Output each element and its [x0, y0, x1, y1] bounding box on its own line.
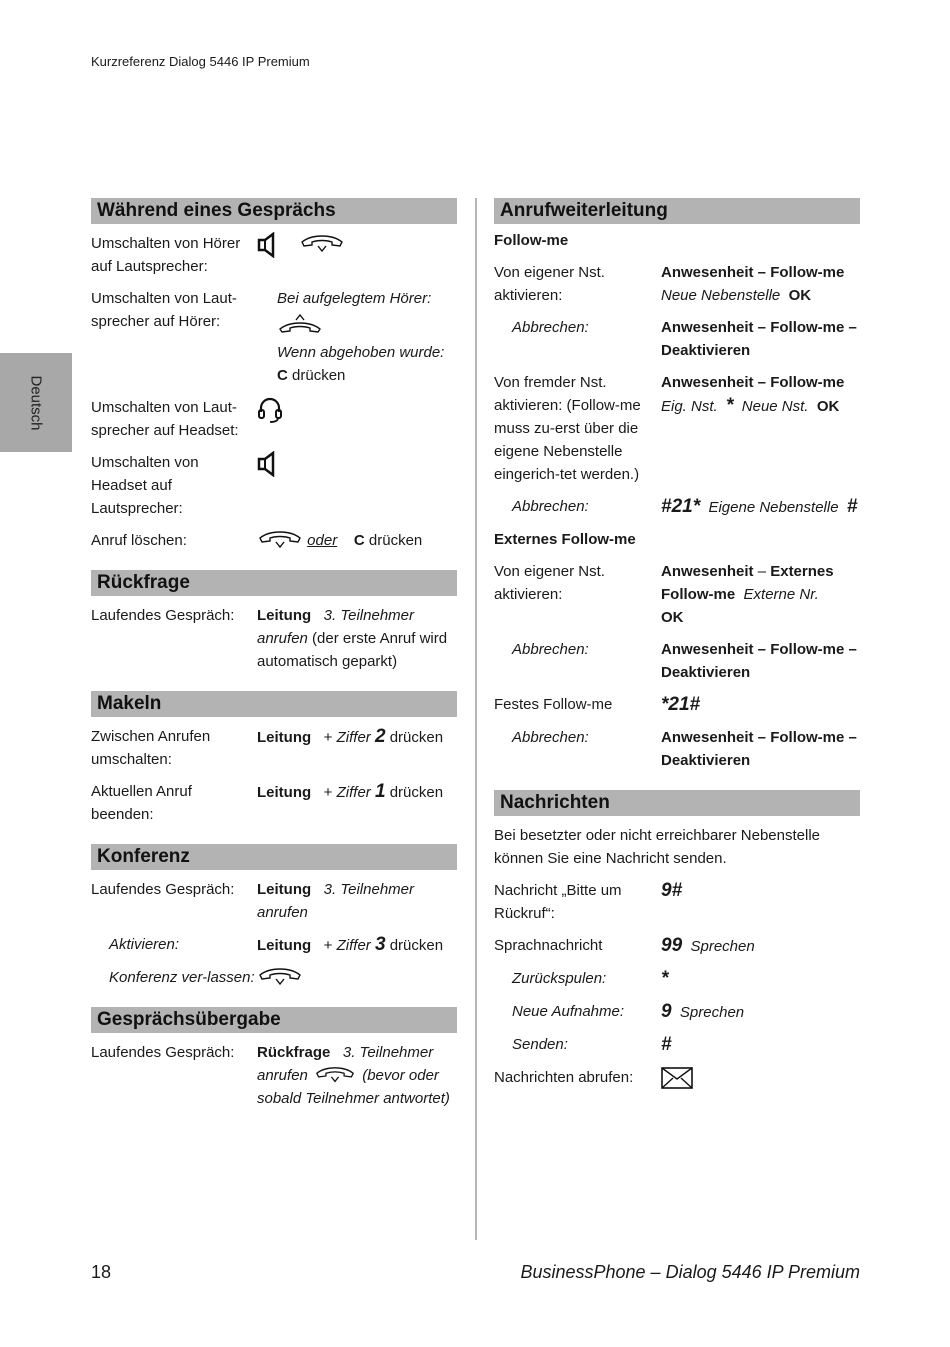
- instruction-row: [494, 261, 860, 307]
- digit: 1: [374, 781, 386, 803]
- speaker-icon: [257, 451, 281, 477]
- row-action: [257, 933, 457, 957]
- instruction-row: [494, 1033, 860, 1057]
- language-tab-label: Deutsch: [27, 374, 45, 431]
- row-label: Laufendes Gespräch:: [91, 881, 235, 899]
- section-rueckfrage: [91, 570, 457, 673]
- language-tab: [0, 353, 72, 452]
- row-action: [661, 495, 860, 519]
- key-code: #21*: [661, 496, 701, 517]
- row-action: [661, 693, 860, 717]
- instruction-row: [494, 638, 860, 684]
- instruction-row: [494, 879, 860, 925]
- instruction-row: [91, 604, 457, 673]
- text: drücken: [389, 937, 444, 955]
- row-label: Von eigener Nst. aktivieren:: [494, 264, 605, 304]
- instruction-row: [494, 1066, 860, 1089]
- key-ok: OK: [788, 287, 812, 304]
- section-uebergabe: [91, 1007, 457, 1110]
- text: –: [757, 563, 767, 580]
- section-title: Konferenz: [91, 844, 457, 870]
- key-code: 99: [661, 935, 683, 956]
- key-code: *21#: [661, 694, 701, 715]
- text: drücken: [389, 784, 444, 802]
- text: 3. Teilnehmer anrufen: [257, 607, 415, 648]
- section-title: Gesprächsübergabe: [91, 1007, 457, 1033]
- key-leitung: Leitung: [257, 937, 312, 955]
- key-ok: OK: [816, 398, 840, 415]
- row-action: [661, 1033, 860, 1057]
- text: +: [323, 784, 333, 802]
- row-action: [661, 1000, 860, 1024]
- key-c: C: [353, 532, 365, 550]
- page-number: 18: [91, 1262, 112, 1282]
- menu-path: Anwesenheit – Follow-me – Deaktivieren: [661, 641, 857, 681]
- hash-key: #: [661, 1034, 672, 1055]
- instruction-row: [494, 934, 860, 958]
- menu-path: Anwesenheit – Follow-me: [661, 264, 845, 281]
- star-key: *: [661, 968, 669, 989]
- row-label: Umschalten von Laut-sprecher auf Hörer:: [91, 290, 237, 330]
- text: Ziffer: [336, 937, 371, 955]
- handset-lift-icon: [277, 311, 323, 333]
- text: Neue Nst.: [741, 398, 809, 415]
- star-key: *: [726, 395, 734, 416]
- note-text: Bei aufgelegtem Hörer:: [277, 290, 432, 307]
- instruction-row: [91, 725, 457, 771]
- row-label: Aktivieren:: [109, 936, 180, 954]
- row-label: Nachricht „Bitte um Rückruf“:: [494, 882, 622, 922]
- key-rueckfrage: Rückfrage: [257, 1044, 331, 1062]
- row-label: Abbrechen:: [512, 319, 589, 336]
- row-action: [257, 725, 457, 771]
- section-title: Während eines Gesprächs: [91, 198, 457, 224]
- row-label: Laufendes Gespräch:: [91, 1044, 235, 1062]
- key-leitung: Leitung: [257, 729, 312, 747]
- row-action: [661, 638, 860, 684]
- instruction-row: [91, 529, 457, 552]
- instruction-row: [494, 560, 860, 629]
- row-action: [661, 1066, 860, 1089]
- section-title: Rückfrage: [91, 570, 457, 596]
- menu-path: Anwesenheit – Follow-me: [661, 374, 845, 391]
- subsection-title: Externes Follow-me: [494, 531, 636, 548]
- row-action: [257, 1041, 457, 1110]
- text: Externe Nr.: [743, 586, 819, 603]
- row-label: Abbrechen:: [512, 498, 589, 515]
- or-text: oder: [307, 532, 338, 550]
- row-label: Von eigener Nst. aktivieren:: [494, 563, 605, 603]
- text: drücken: [368, 532, 423, 550]
- key-ok: OK: [661, 609, 684, 626]
- section-waehrend: [91, 198, 457, 552]
- instruction-row: [91, 878, 457, 924]
- section-konferenz: [91, 844, 457, 989]
- key-c: C: [277, 367, 288, 385]
- row-action: [661, 371, 860, 486]
- running-header: Kurzreferenz Dialog 5446 IP Premium: [91, 54, 310, 69]
- text: Eig. Nst.: [661, 398, 718, 415]
- text: (bevor oder sobald Teilnehmer antwortet): [257, 1067, 450, 1108]
- instruction-row: [494, 371, 860, 486]
- row-action: [257, 396, 457, 442]
- row-action: [661, 967, 860, 991]
- row-action: [257, 451, 457, 520]
- instruction-row: [494, 495, 860, 519]
- row-action: [257, 966, 457, 989]
- subsection-title: Follow-me: [494, 232, 569, 249]
- row-label: Umschalten von Laut-sprecher auf Headset:: [91, 399, 239, 440]
- text: 3. Teilnehmer anrufen: [257, 1044, 434, 1085]
- row-label: Umschalten von Hörer auf Lautsprecher:: [91, 235, 241, 275]
- section-title: Nachrichten: [494, 790, 860, 816]
- instruction-row: [91, 451, 457, 520]
- instruction-row: [91, 966, 457, 989]
- instruction-row: [494, 693, 860, 717]
- row-label: Sprachnachricht: [494, 937, 603, 954]
- row-action: [661, 879, 860, 925]
- footer-product-title: BusinessPhone – Dialog 5446 IP Premium: [520, 1262, 860, 1282]
- left-column: [91, 198, 457, 1128]
- section-title: Anrufweiterleitung: [494, 198, 860, 224]
- key-code: 9: [661, 1001, 672, 1022]
- section-nachrichten: [494, 790, 860, 1089]
- row-action: [257, 529, 457, 552]
- column-divider: [475, 198, 477, 1240]
- instruction-row: [494, 967, 860, 991]
- instruction-row: [494, 726, 860, 772]
- instruction-row: [494, 316, 860, 362]
- row-label: Von fremder Nst. aktivieren: (Follow-me muss zu-erst über die eigene Nebenstelle eingerich-tet werden.): [494, 374, 641, 483]
- text: Eigene Nebenstelle: [708, 499, 839, 516]
- right-column: [494, 198, 860, 1107]
- instruction-row: [91, 933, 457, 957]
- section-title: Makeln: [91, 691, 457, 717]
- menu-path: Anwesenheit: [661, 563, 754, 580]
- text: drücken: [389, 729, 444, 747]
- hash-key: #: [846, 496, 858, 517]
- text: Sprechen: [679, 1004, 745, 1021]
- menu-path: Externes Follow-me: [661, 563, 834, 603]
- digit: 3: [374, 934, 386, 956]
- handset-onhook-icon: [299, 234, 345, 256]
- key-leitung: Leitung: [257, 784, 312, 802]
- row-label: Abbrechen:: [512, 729, 589, 746]
- text: +: [323, 937, 333, 955]
- row-label: Festes Follow-me: [494, 696, 613, 713]
- row-label: Aktuellen Anruf beenden:: [91, 783, 192, 824]
- row-label: Anruf löschen:: [91, 532, 187, 550]
- key-leitung: Leitung: [257, 881, 312, 899]
- row-action: [661, 560, 860, 629]
- text: Sprechen: [690, 938, 755, 955]
- text: (der erste Anruf wird automatisch geparkt): [257, 630, 448, 671]
- row-action: [661, 934, 860, 958]
- row-label: Nachrichten abrufen:: [494, 1069, 634, 1086]
- text: Neue Nebenstelle: [661, 287, 781, 304]
- section-anrufweiterleitung: [494, 198, 860, 772]
- row-label: Umschalten von Headset auf Lautsprecher:: [91, 454, 199, 518]
- envelope-icon: [661, 1067, 693, 1089]
- key-leitung: Leitung: [257, 607, 312, 625]
- handset-onhook-icon: [257, 530, 303, 552]
- handset-onhook-icon: [312, 1066, 358, 1086]
- row-action: [257, 878, 457, 924]
- text: +: [323, 729, 333, 747]
- speaker-icon: [257, 232, 281, 258]
- key-code: 9#: [661, 880, 683, 901]
- row-action: [257, 780, 457, 826]
- row-action: [257, 232, 457, 278]
- row-label: Zurückspulen:: [512, 970, 607, 987]
- digit: 2: [374, 726, 386, 748]
- instruction-row: [91, 1041, 457, 1110]
- intro-text: Bei besetzter oder nicht erreichbarer Nebenstelle können Sie eine Nachricht senden.: [494, 827, 821, 867]
- text: 3. Teilnehmer anrufen: [257, 881, 415, 922]
- row-action: [661, 261, 860, 307]
- row-label: Zwischen Anrufen umschalten:: [91, 728, 211, 769]
- row-action: [661, 726, 860, 772]
- instruction-row: [91, 232, 457, 278]
- menu-path: Anwesenheit – Follow-me – Deaktivieren: [661, 729, 857, 769]
- menu-path: Anwesenheit – Follow-me – Deaktivieren: [661, 319, 857, 359]
- row-label: Abbrechen:: [512, 641, 589, 658]
- row-action: [661, 316, 860, 362]
- instruction-row: [91, 780, 457, 826]
- row-label: Laufendes Gespräch:: [91, 607, 235, 625]
- text: Ziffer: [336, 729, 371, 747]
- row-label: Neue Aufnahme:: [512, 1003, 625, 1020]
- row-label: Konferenz ver-lassen:: [109, 969, 255, 987]
- instruction-row: [91, 396, 457, 442]
- instruction-row: [494, 1000, 860, 1024]
- section-makeln: [91, 691, 457, 826]
- row-label: Senden:: [512, 1036, 568, 1053]
- row-action: [257, 604, 457, 673]
- note-text: Wenn abgehoben wurde:: [277, 344, 445, 362]
- text: Ziffer: [336, 784, 371, 802]
- headset-icon: [257, 396, 283, 424]
- row-action: [257, 287, 457, 387]
- text: drücken: [292, 367, 346, 385]
- instruction-row: [91, 287, 457, 387]
- handset-onhook-icon: [257, 967, 303, 989]
